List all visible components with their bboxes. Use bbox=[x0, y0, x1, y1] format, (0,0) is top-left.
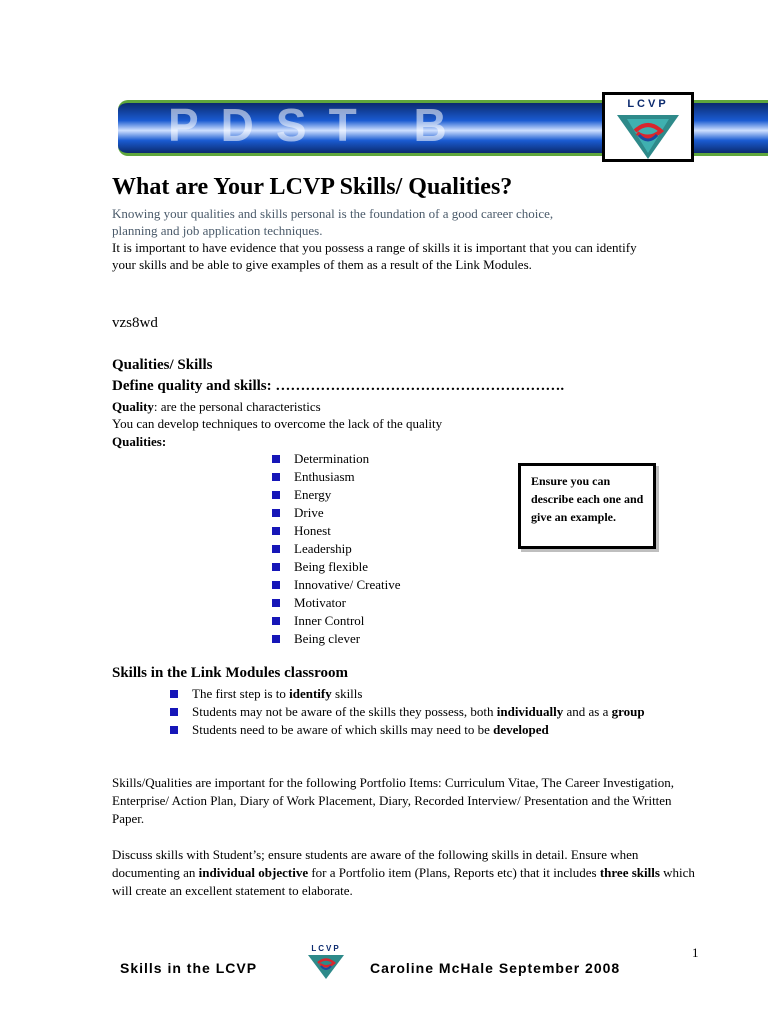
skill-text: The first step is to identify skills bbox=[192, 686, 363, 701]
quality-label: Innovative/ Creative bbox=[294, 577, 401, 592]
list-item bbox=[272, 558, 401, 576]
square-bullet-icon bbox=[272, 509, 280, 517]
skills-list bbox=[170, 685, 690, 739]
list-item bbox=[272, 630, 401, 648]
qualities-list bbox=[272, 450, 401, 648]
lcvp-logo-icon bbox=[302, 953, 350, 981]
evidence-text: It is important to have evidence that you possess a range of skills it is important that you can identify your skills and be able to give examples of them as a result of the Link Modules. bbox=[112, 240, 637, 272]
square-bullet-icon bbox=[272, 617, 280, 625]
square-bullet-icon bbox=[272, 581, 280, 589]
intro-text: Knowing your qualities and skills personal is the foundation of a good career choice, planning and job application techniques. bbox=[112, 206, 554, 238]
develop-line: You can develop techniques to overcome the lack of the quality bbox=[112, 416, 443, 431]
quality-def-text: : are the personal characteristics bbox=[153, 399, 321, 414]
page-footer bbox=[120, 944, 680, 982]
quality-term: Quality bbox=[112, 399, 154, 414]
quality-label: Being flexible bbox=[294, 559, 369, 574]
quality-label: Determination bbox=[294, 451, 370, 466]
discuss-paragraph: Discuss skills with Student’s; ensure students are aware of the following skills in detail. Ensure when documenting an individual objective for a Portfolio item (Plans, Reports etc) that it includes three skills which will create an excellent statement to elaborate. bbox=[112, 847, 695, 898]
quality-label: Being clever bbox=[294, 631, 361, 646]
quality-label: Honest bbox=[294, 523, 331, 538]
quality-label: Inner Control bbox=[294, 613, 365, 628]
header-banner bbox=[118, 92, 768, 164]
define-heading: Define quality and skills: …………………………………………………. bbox=[112, 378, 565, 394]
page-number: 1 bbox=[692, 945, 699, 960]
square-bullet-icon bbox=[272, 527, 280, 535]
list-item bbox=[170, 703, 690, 721]
skills-heading: Skills in the Link Modules classroom bbox=[112, 665, 349, 681]
square-bullet-icon bbox=[272, 599, 280, 607]
list-item bbox=[272, 594, 401, 612]
list-item bbox=[272, 450, 401, 468]
square-bullet-icon bbox=[272, 473, 280, 481]
square-bullet-icon bbox=[272, 563, 280, 571]
list-item bbox=[170, 721, 690, 739]
footer-title: Skills in the LCVP bbox=[120, 960, 258, 976]
quality-definition bbox=[112, 399, 321, 415]
square-bullet-icon bbox=[272, 545, 280, 553]
quality-label: Energy bbox=[294, 487, 332, 502]
square-bullet-icon bbox=[170, 690, 178, 698]
quality-label: Motivator bbox=[294, 595, 346, 610]
ensure-callout-box: Ensure you can describe each one and give an example. bbox=[518, 463, 656, 549]
quality-label: Drive bbox=[294, 505, 324, 520]
lcvp-logo-text: LCVP bbox=[627, 98, 669, 110]
banner-letters: PDST B bbox=[168, 100, 469, 150]
list-item bbox=[272, 522, 401, 540]
portfolio-paragraph: Skills/Qualities are important for the following Portfolio Items: Curriculum Vitae, The Career Investigation, Enterprise/ Action Plan, Diary of Work Placement, Diary, Recorded Interview/ Presentation and the Written Paper. bbox=[112, 775, 674, 826]
list-item bbox=[170, 685, 690, 703]
page-title: What are Your LCVP Skills/ Qualities? bbox=[112, 174, 513, 200]
square-bullet-icon bbox=[170, 726, 178, 734]
skill-text: Students need to be aware of which skills may need to be developed bbox=[192, 722, 549, 737]
square-bullet-icon bbox=[170, 708, 178, 716]
footer-logo-text: LCVP bbox=[311, 944, 341, 953]
qualities-heading: Qualities: bbox=[112, 434, 167, 449]
square-bullet-icon bbox=[272, 491, 280, 499]
list-item bbox=[272, 540, 401, 558]
skill-text: Students may not be aware of the skills they possess, both individually and as a group bbox=[192, 704, 645, 719]
lcvp-logo bbox=[602, 92, 694, 162]
list-item bbox=[272, 486, 401, 504]
list-item bbox=[272, 468, 401, 486]
square-bullet-icon bbox=[272, 635, 280, 643]
list-item bbox=[272, 612, 401, 630]
footer-lcvp-logo bbox=[302, 944, 350, 980]
lcvp-logo-icon bbox=[605, 109, 691, 161]
square-bullet-icon bbox=[272, 455, 280, 463]
list-item bbox=[272, 504, 401, 522]
qualities-skills-heading: Qualities/ Skills bbox=[112, 357, 213, 373]
footer-author-date: Caroline McHale September 2008 bbox=[370, 960, 621, 976]
quality-label: Enthusiasm bbox=[294, 469, 355, 484]
list-item bbox=[272, 576, 401, 594]
quality-label: Leadership bbox=[294, 541, 352, 556]
code-text: vzs8wd bbox=[112, 315, 158, 331]
